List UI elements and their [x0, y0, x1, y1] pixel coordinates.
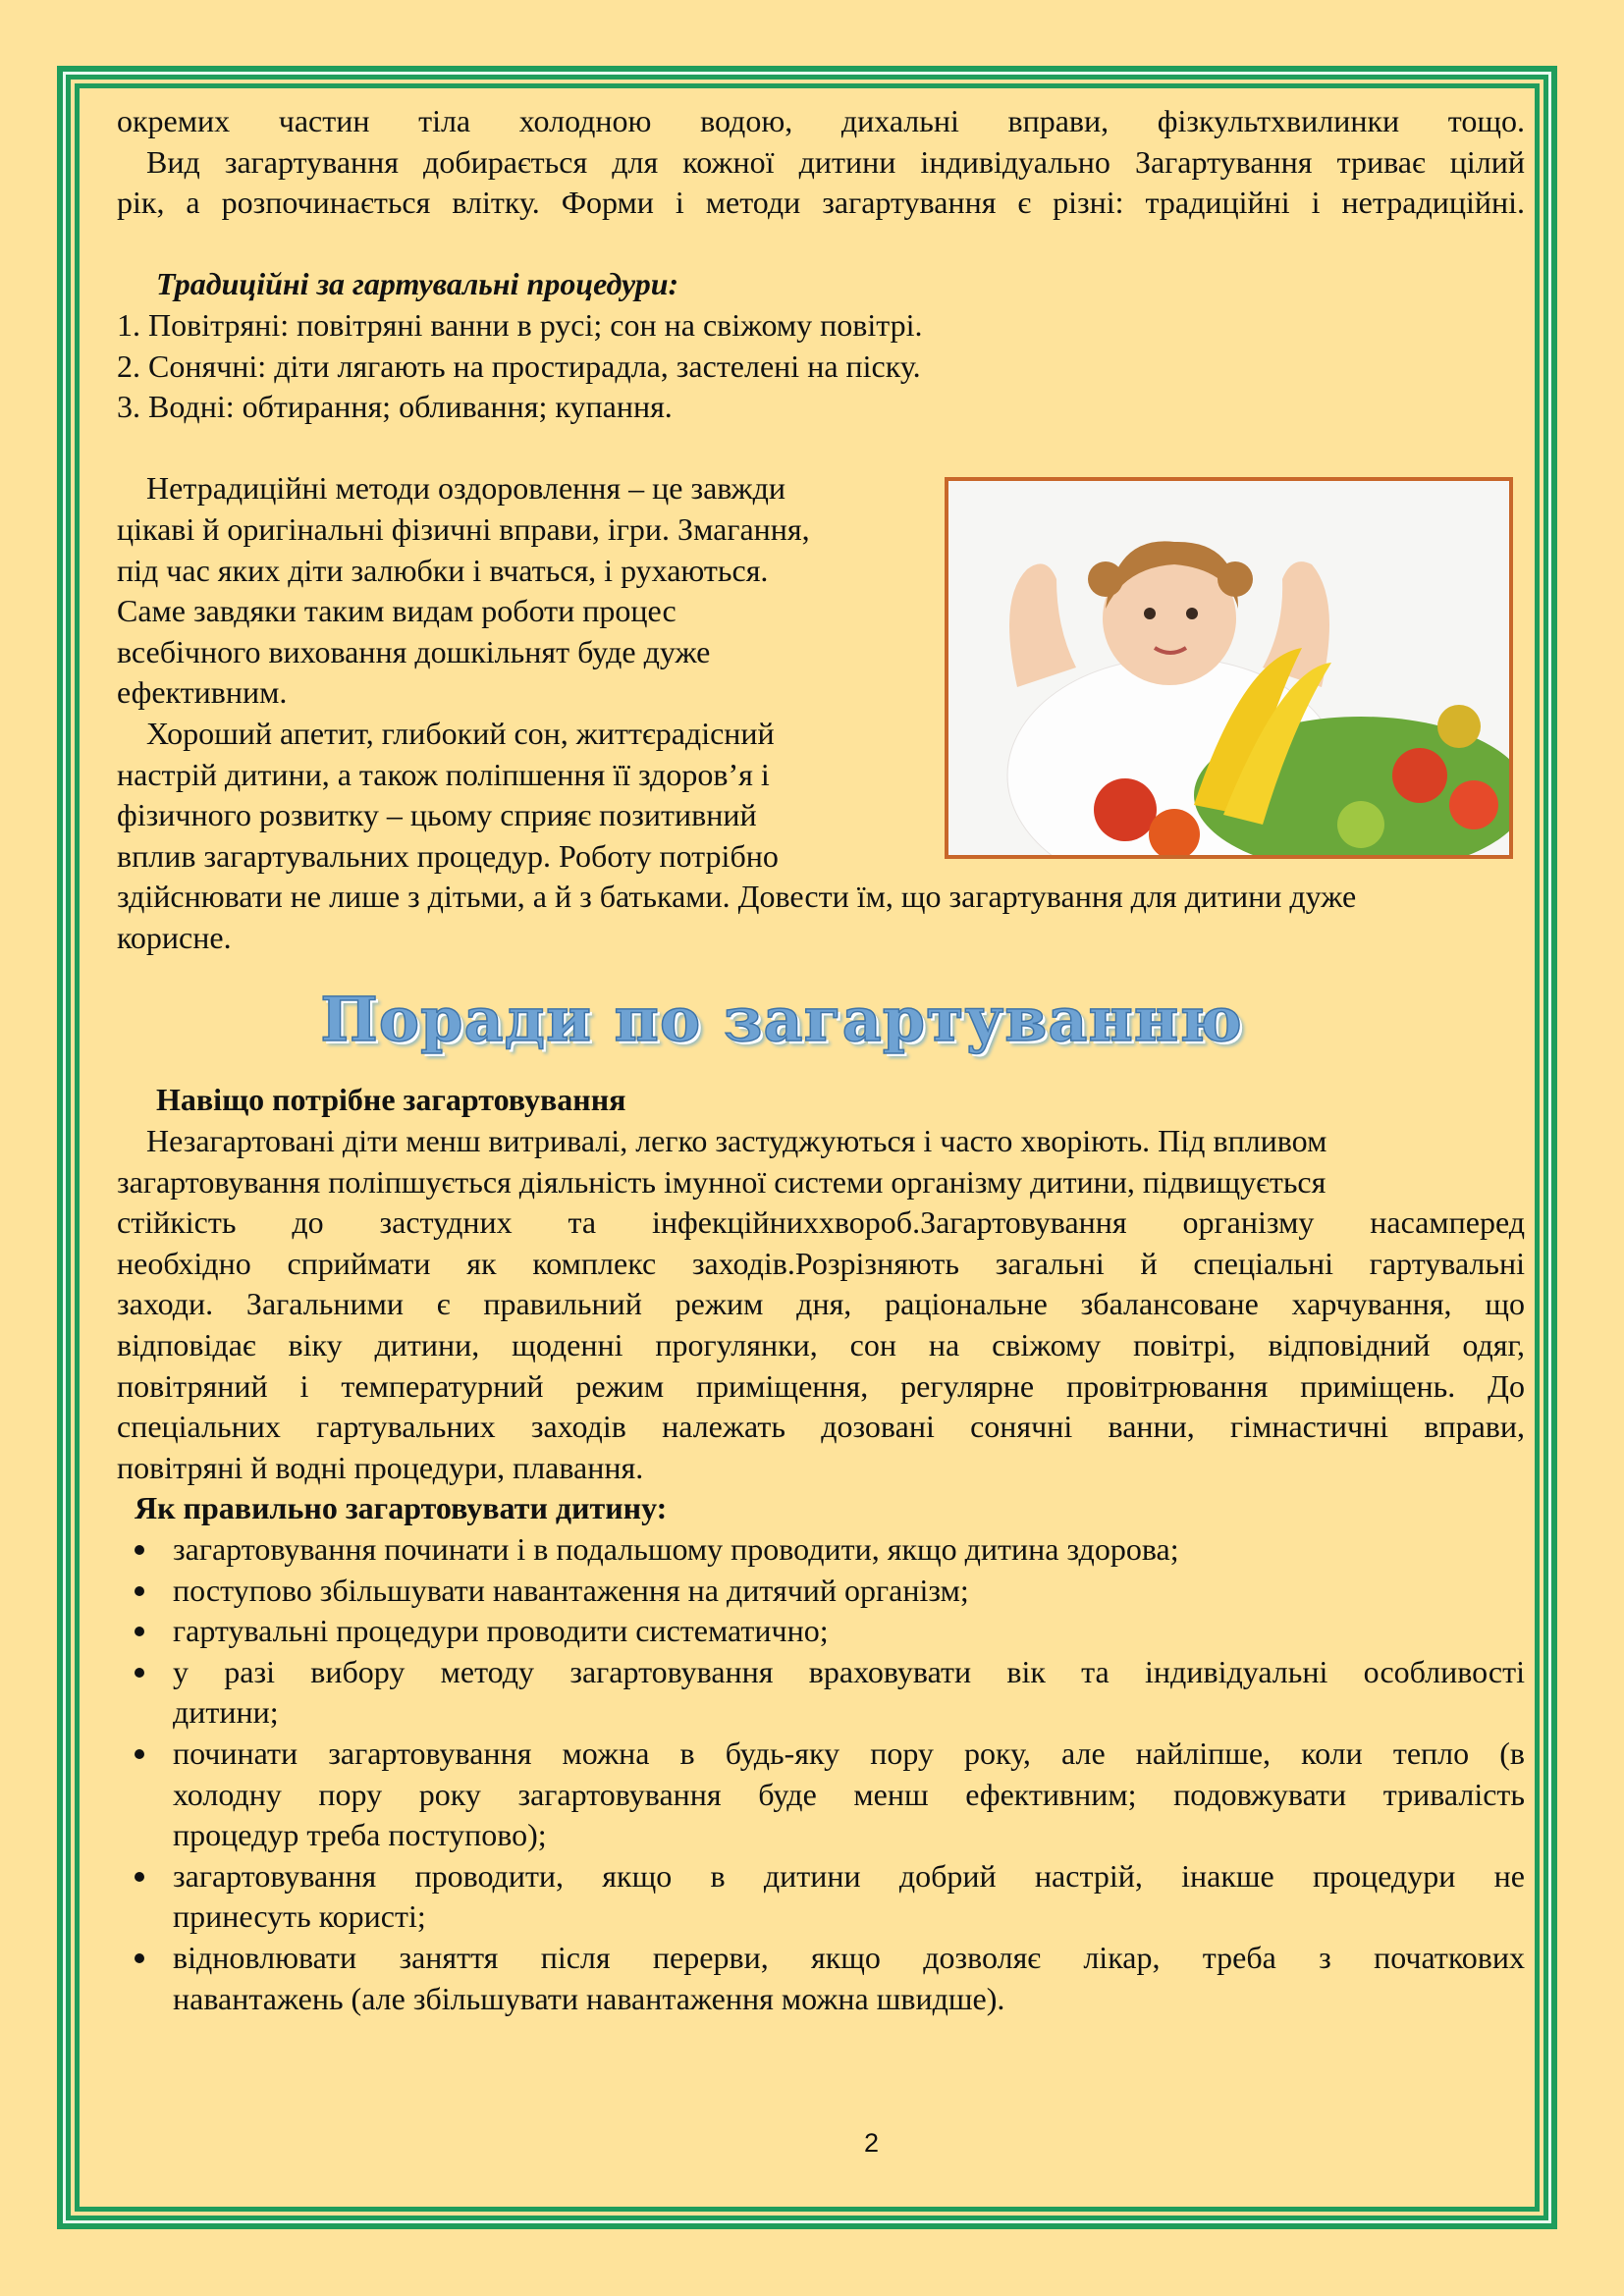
bullet-icon — [135, 1872, 144, 1882]
section-heading — [117, 264, 1525, 305]
text-line: загартовування проводити, якщо в дитини добрий настрій, інакше процедури не — [173, 1857, 1525, 1894]
text-line: дитини; — [173, 1694, 279, 1731]
list-item — [117, 1734, 1525, 1856]
section-title: Поради по загартуванню — [320, 983, 1243, 1055]
text-line: починати загартовування можна в будь-яку пору року, але найліпше, коли тепло (в — [173, 1735, 1525, 1771]
page-number: 2 — [864, 2128, 880, 2158]
bullet-icon — [135, 1668, 144, 1678]
text-line: процедур треба поступово); — [173, 1817, 547, 1853]
text-line: вплив загартувальних процедур. Роботу потрібно — [117, 837, 779, 874]
text-line: поступово збільшувати навантаження на дитячий організм; — [173, 1572, 969, 1608]
text-line: гартувальні процедури проводити систематично; — [173, 1613, 829, 1649]
blank-line — [117, 428, 1525, 469]
text-line: Незагартовані діти менш витривалі, легко застуджуються і часто хворіють. Під впливом — [146, 1123, 1327, 1159]
paragraph — [117, 305, 1525, 428]
paragraph — [117, 877, 1525, 958]
bullet-icon — [135, 1586, 144, 1596]
text-line: Як правильно загартовувати дитину: — [135, 1490, 668, 1526]
text-line: настрій дитини, а також поліпшення її здоров’я і — [117, 756, 770, 792]
paragraph — [117, 1121, 1525, 1488]
text-line: стійкість до застудних та інфекційниххвороб.Загартовування організму насамперед — [117, 1204, 1525, 1241]
text-line: корисне. — [117, 919, 232, 955]
text-line: Хороший апетит, глибокий сон, життєрадісний — [146, 715, 775, 751]
text-line: 1. Повітряні: повітряні ванни в русі; сон на свіжому повітрі. — [117, 306, 923, 343]
text-line: відповідає віку дитини, щоденні прогулянки, сон на свіжому повітрі, відповідний одяг, — [117, 1327, 1525, 1363]
bullet-icon — [135, 1953, 144, 1963]
paragraph — [117, 101, 1525, 224]
bullet-icon — [135, 1545, 144, 1555]
text-line: рік, а розпочинається влітку. Форми і методи загартування є різні: традиційні і нетрадиційні. — [117, 185, 1525, 221]
text-line: ефективним. — [117, 674, 288, 711]
text-line: Навіщо потрібне загартовування — [156, 1082, 626, 1118]
text-line: загартовування поліпшується діяльність імунної системи організму дитини, підвищується — [117, 1163, 1326, 1200]
text-line: 3. Водні: обтирання; обливання; купання. — [117, 389, 673, 425]
bullet-icon — [135, 1627, 144, 1636]
text-line: під час яких діти залюбки і вчаться, і рухаються. — [117, 552, 769, 588]
list-item — [117, 1529, 1525, 1571]
text-line: відновлювати заняття після перерви, якщо дозволяє лікар, треба з початкових — [173, 1939, 1525, 1975]
text-line: окремих частин тіла холодною водою, дихальні вправи, фізкультхвилинки тощо. — [117, 103, 1525, 138]
list-item — [117, 1611, 1525, 1652]
text-line: необхідно сприймати як комплекс заходів.Розрізняють загальні й спеціальні гартувальні — [117, 1245, 1525, 1281]
bullet-icon — [135, 1749, 144, 1759]
list-item — [117, 1652, 1525, 1734]
text-line: всебічного виховання дошкільнят буде дуже — [117, 633, 711, 669]
text-line: Нетрадиційні методи оздоровлення – це завжди — [146, 470, 785, 507]
text-line: Традиційні за гартувальні процедури: — [156, 266, 679, 302]
bullet-list — [117, 1529, 1525, 2019]
text-line: цікаві й оригінальні фізичні вправи, ігри. Змагання, — [117, 510, 810, 547]
section-heading — [117, 1488, 1525, 1529]
text-line: навантажень (але збільшувати навантаження можна швидше). — [173, 1980, 1005, 2016]
text-line: у разі вибору методу загартовування враховувати вік та індивідуальні особливості — [173, 1653, 1525, 1689]
text-line: повітряний і температурний режим приміщення, регулярне провітрювання приміщень. До — [117, 1367, 1525, 1404]
text-line: повітряні й водні процедури, плавання. — [117, 1449, 644, 1485]
child-with-fruits-photo — [945, 477, 1513, 859]
text-line: спеціальних гартувальних заходів належать дозовані сонячні ванни, гімнастичні вправи, — [117, 1409, 1525, 1445]
list-item — [117, 1856, 1525, 1938]
text-line: здійснювати не лише з дітьми, а й з батьками. Довести їм, що загартування для дитини дуже — [117, 879, 1357, 915]
text-line: принесуть користі; — [173, 1898, 426, 1935]
text-line: Саме завдяки таким видам роботи процес — [117, 593, 677, 629]
paragraph — [117, 468, 902, 877]
list-item — [117, 1938, 1525, 2019]
text-line: фізичного розвитку – цьому сприяє позитивний — [117, 797, 757, 833]
text-line: Вид загартування добирається для кожної дитини індивідуально Загартування триває цілий — [146, 143, 1525, 180]
document-body — [117, 101, 1525, 2019]
text-line: заходи. Загальними є правильний режим дня, раціональне збалансоване харчування, що — [117, 1286, 1525, 1322]
text-line: загартовування починати і в подальшому проводити, якщо дитина здорова; — [173, 1531, 1179, 1567]
list-item — [117, 1571, 1525, 1612]
blank-line — [117, 224, 1525, 265]
text-line: 2. Сонячні: діти лягають на простирадла, застелені на піску. — [117, 347, 921, 384]
section-heading — [117, 1080, 1525, 1121]
text-line: холодну пору року загартовування буде менш ефективним; подовжувати тривалість — [173, 1776, 1525, 1812]
